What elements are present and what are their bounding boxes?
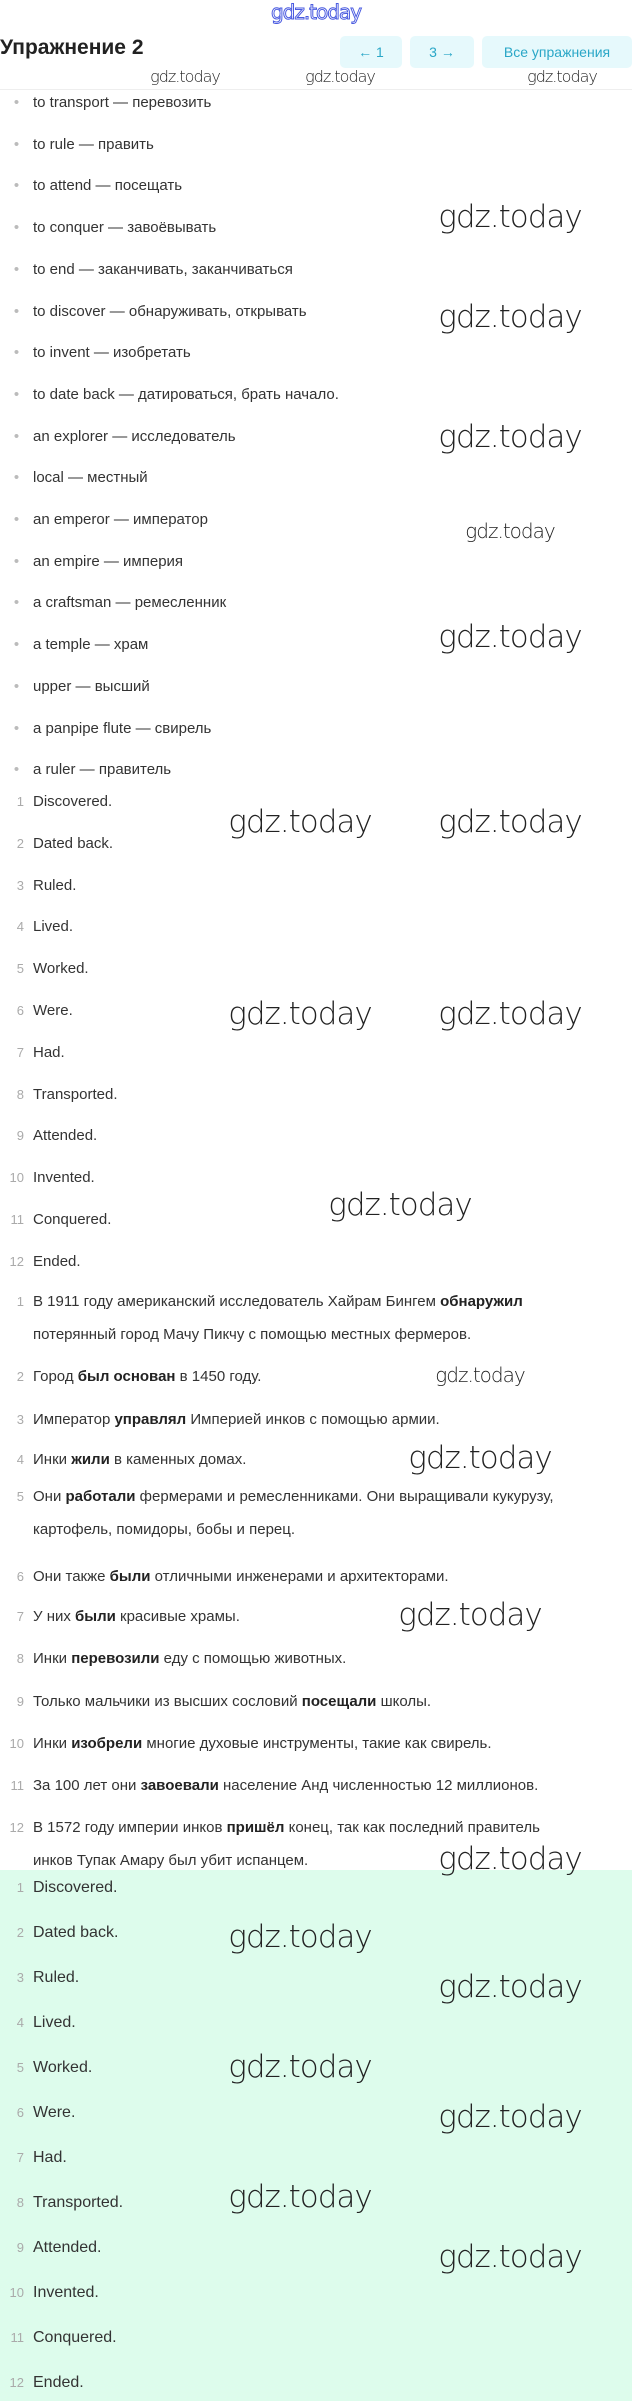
sentence-text — [33, 1403, 440, 1436]
vocab-item — [0, 677, 150, 697]
highlighted-verb: перевозили — [71, 1650, 160, 1667]
vocab-item — [0, 760, 171, 780]
vocab-text: local — местный — [33, 469, 148, 487]
sentence-text — [33, 1727, 492, 1760]
watermark: gdz.today — [438, 299, 582, 335]
text-segment: школы. — [376, 1693, 432, 1710]
text-segment: Инки — [33, 1650, 72, 1667]
answer-text: Ruled. — [33, 1969, 80, 1986]
vocab-text: to attend — посещать — [33, 177, 183, 195]
highlighted-answer-item — [0, 2328, 117, 2348]
bullet-icon: • — [13, 219, 20, 237]
vocab-text: a temple — храм — [33, 636, 149, 654]
sentence-item — [0, 1403, 440, 1436]
vocab-item — [0, 218, 216, 238]
next-exercise-button[interactable]: 3 → — [410, 36, 474, 68]
answer-text: Discovered. — [33, 1879, 118, 1896]
watermark: gdz.today — [228, 996, 372, 1032]
watermark: gdz.today — [438, 2099, 582, 2135]
bullet-icon: • — [13, 636, 20, 654]
item-number: 2 — [16, 835, 24, 851]
text-segment: В 1572 году империи инков — [33, 1819, 227, 1836]
vocab-text: a craftsman — ремесленник — [33, 594, 227, 612]
bullet-icon: • — [13, 594, 20, 612]
item-number: 12 — [9, 1820, 24, 1835]
vocab-text: to conquer — завоёвывать — [33, 219, 217, 237]
vocab-item — [0, 343, 191, 363]
bullet-icon: • — [13, 260, 20, 278]
bullet-icon: • — [13, 344, 20, 362]
text-segment: потерянный город Мачу Пикчу с помощью местных фермеров. — [33, 1326, 472, 1343]
answer-text: Discovered. — [33, 793, 113, 810]
highlighted-verb: завоевали — [140, 1777, 219, 1794]
text-segment: В 1911 году американский исследователь Хайрам Бингем — [33, 1293, 441, 1310]
highlighted-verb: посещали — [301, 1693, 377, 1710]
bullet-icon: • — [13, 427, 20, 445]
vocab-text: to end — заканчивать, заканчиваться — [33, 260, 293, 278]
answer-item — [0, 1001, 73, 1021]
vocab-item — [0, 719, 211, 739]
item-number: 2 — [16, 1369, 24, 1384]
highlighted-answer-item — [0, 2103, 75, 2123]
bullet-icon: • — [13, 385, 20, 403]
text-segment: население Анд численностью 12 миллионов. — [218, 1777, 539, 1794]
highlighted-answer-item — [0, 2238, 102, 2258]
answer-item — [0, 876, 76, 896]
item-number: 4 — [16, 2015, 24, 2030]
watermark: gdz.today — [527, 67, 597, 86]
item-number: 12 — [9, 1253, 24, 1269]
bullet-icon: • — [13, 552, 20, 570]
highlighted-verb: были — [109, 1568, 151, 1585]
text-segment: Только мальчики из высших сословий — [33, 1693, 302, 1710]
item-number: 6 — [16, 1003, 24, 1018]
watermark: gdz.today — [438, 1969, 582, 2005]
sentence-item — [0, 1685, 431, 1718]
vocab-text: to invent — изобретать — [33, 344, 191, 362]
item-number: 4 — [16, 1452, 24, 1467]
text-segment: в 1450 году. — [175, 1368, 262, 1385]
item-number: 6 — [16, 2105, 24, 2120]
item-number: 5 — [16, 1489, 24, 1504]
answer-text: Attended. — [33, 1127, 98, 1145]
watermark: gdz.today — [228, 2049, 372, 2085]
answer-item — [0, 1168, 95, 1188]
item-number: 2 — [16, 1925, 24, 1940]
vocab-item — [0, 593, 226, 613]
watermark: gdz.today — [438, 804, 582, 840]
item-number: 6 — [16, 1569, 24, 1584]
answer-item — [0, 1085, 118, 1105]
answer-text: Conquered. — [33, 2329, 117, 2346]
bullet-icon: • — [13, 94, 20, 111]
sentence-text — [33, 1769, 538, 1802]
vocab-text: to rule — править — [33, 135, 154, 153]
bullet-icon: • — [13, 761, 20, 779]
watermark: gdz.today — [328, 1187, 472, 1223]
bullet-icon: • — [13, 677, 20, 695]
text-segment: Император — [33, 1411, 115, 1428]
bullet-icon: • — [13, 719, 20, 737]
item-number: 8 — [16, 1086, 24, 1102]
item-number: 3 — [16, 1412, 24, 1427]
text-segment: Империей инков с помощью армии. — [186, 1411, 440, 1428]
bullet-icon: • — [13, 135, 20, 153]
highlighted-verb: были — [75, 1608, 116, 1625]
bullet-icon: • — [13, 511, 20, 528]
watermark: gdz.today — [438, 1841, 582, 1877]
answer-item — [0, 917, 73, 937]
item-number: 10 — [9, 2285, 24, 2300]
answer-text: Dated back. — [33, 1924, 119, 1941]
item-number: 11 — [10, 1778, 24, 1793]
vocab-text: an emperor — император — [33, 511, 208, 528]
item-number: 8 — [16, 2195, 24, 2210]
item-number: 11 — [10, 1212, 24, 1227]
text-segment: многие духовые инструменты, такие как свирель. — [142, 1735, 492, 1752]
answers-highlight-section — [0, 1870, 632, 2401]
highlighted-answer-item — [0, 1968, 79, 1988]
bullet-icon: • — [13, 302, 20, 320]
header-divider — [0, 89, 632, 90]
vocab-text: to discover — обнаруживать, открывать — [33, 302, 307, 320]
item-number: 8 — [16, 1651, 24, 1666]
watermark: gdz.today — [408, 1440, 552, 1476]
item-number: 9 — [16, 1694, 24, 1709]
vocab-item — [0, 427, 236, 447]
answer-text: Conquered. — [33, 1211, 112, 1228]
sentence-text — [33, 1642, 346, 1675]
vocab-item — [0, 260, 293, 280]
item-number: 10 — [9, 1736, 24, 1751]
text-segment: конец, так как последний правитель инков Тупак Амару был убит испанцем. — [33, 1819, 540, 1869]
sentence-item — [0, 1769, 538, 1802]
item-number: 7 — [16, 2150, 24, 2165]
highlighted-verb: обнаружил — [440, 1293, 523, 1310]
highlighted-answer-item — [0, 2373, 84, 2393]
watermark: gdz.today — [438, 996, 582, 1032]
answer-text: Ended. — [33, 1252, 81, 1270]
text-segment: отличными инженерами и архитекторами. — [150, 1568, 449, 1585]
item-number: 5 — [16, 2060, 24, 2075]
watermark: gdz.today — [228, 2179, 372, 2215]
answer-item — [0, 792, 112, 812]
answer-text: Dated back. — [33, 834, 114, 852]
answer-text: Had. — [33, 2149, 67, 2166]
answer-text: Ruled. — [33, 876, 77, 894]
vocab-item — [0, 468, 148, 488]
sentence-text — [33, 1480, 554, 1546]
highlighted-verb: был основан — [77, 1368, 176, 1385]
highlighted-verb: работали — [65, 1488, 136, 1505]
answer-text: Invented. — [33, 1169, 95, 1187]
vocab-item — [0, 135, 154, 155]
answer-item — [0, 959, 89, 979]
sentence-text — [33, 1560, 449, 1593]
text-segment: красивые храмы. — [115, 1608, 240, 1625]
highlighted-answer-item — [0, 1923, 118, 1943]
sentence-text — [33, 1811, 540, 1877]
answer-text: Worked. — [33, 2059, 93, 2076]
answer-text: Invented. — [33, 2284, 99, 2301]
highlighted-verb: пришёл — [226, 1819, 285, 1836]
item-number: 12 — [9, 2375, 24, 2390]
answer-text: Were. — [33, 1002, 73, 1019]
highlighted-answer-item — [0, 1878, 117, 1898]
text-segment: Город — [33, 1368, 78, 1385]
sentence-text — [33, 1443, 246, 1476]
vocab-item — [0, 93, 211, 113]
highlighted-answer-item — [0, 2148, 67, 2168]
vocab-text: to transport — перевозить — [33, 94, 212, 111]
answer-item — [0, 1126, 97, 1146]
answer-text: Worked. — [33, 960, 89, 978]
watermark: gdz.today — [438, 419, 582, 455]
vocab-text: an explorer — исследователь — [33, 427, 236, 445]
item-number: 10 — [9, 1170, 24, 1186]
highlighted-answer-item — [0, 2013, 76, 2033]
site-logo[interactable]: gdz.today — [270, 0, 362, 24]
highlighted-answer-item — [0, 2193, 123, 2213]
bullet-icon: • — [13, 177, 20, 195]
item-number: 1 — [16, 1880, 24, 1895]
text-segment: Инки — [33, 1451, 72, 1468]
sentence-text — [33, 1285, 523, 1351]
watermark: gdz.today — [438, 2239, 582, 2275]
answer-text: Transported. — [33, 1085, 118, 1103]
watermark: gdz.today — [228, 804, 372, 840]
answer-item — [0, 1043, 65, 1063]
text-segment: Инки — [33, 1735, 72, 1752]
item-number: 9 — [16, 1128, 24, 1144]
answer-item — [0, 834, 113, 854]
vocab-item — [0, 385, 339, 405]
text-segment: У них — [33, 1608, 76, 1625]
page-title: Упражнение 2 — [0, 36, 144, 59]
item-number: 9 — [16, 2240, 24, 2255]
watermark: gdz.today — [305, 67, 375, 86]
highlighted-verb: жили — [71, 1451, 110, 1468]
sentence-item — [0, 1360, 261, 1393]
item-number: 11 — [10, 2330, 24, 2345]
vocab-item — [0, 635, 148, 655]
watermark: gdz.today — [438, 619, 582, 655]
vocab-item — [0, 302, 307, 322]
item-number: 7 — [16, 1609, 24, 1624]
bullet-icon: • — [13, 469, 20, 487]
vocab-text: a panpipe flute — свирель — [33, 719, 212, 737]
text-segment: фермерами и ремесленниками. Они выращивали кукурузу, картофель, помидоры, бобы и перец. — [33, 1488, 554, 1538]
highlighted-verb: изобрели — [71, 1735, 143, 1752]
item-number: 1 — [16, 1294, 24, 1309]
text-segment: в каменных домах. — [109, 1451, 247, 1468]
sentence-item — [0, 1560, 449, 1593]
sentence-text — [33, 1685, 431, 1718]
answer-text: Lived. — [33, 918, 74, 936]
answer-item — [0, 1252, 81, 1272]
item-number: 4 — [16, 919, 24, 935]
answer-text: Were. — [33, 2104, 76, 2121]
watermark: gdz.today — [228, 1919, 372, 1955]
highlighted-verb: управлял — [114, 1411, 187, 1428]
text-segment: еду с помощью животных. — [159, 1650, 347, 1667]
vocab-text: an empire — империя — [33, 552, 184, 570]
prev-exercise-button[interactable]: ← 1 — [340, 36, 402, 68]
vocab-item — [0, 176, 182, 196]
vocab-text: to date back — датироваться, брать начало. — [33, 385, 339, 403]
watermark: gdz.today — [438, 199, 582, 235]
watermark: gdz.today — [398, 1597, 542, 1633]
sentence-item — [0, 1285, 523, 1351]
watermark: gdz.today — [435, 1363, 525, 1387]
text-segment: Они — [33, 1488, 66, 1505]
watermark: gdz.today — [150, 67, 220, 86]
vocab-text: a ruler — правитель — [33, 761, 172, 779]
text-segment: За 100 лет они — [33, 1777, 141, 1794]
sentence-item — [0, 1727, 492, 1760]
sentence-item — [0, 1600, 240, 1633]
sentence-item — [0, 1811, 540, 1877]
answer-text: Attended. — [33, 2239, 102, 2256]
sentence-item — [0, 1642, 346, 1675]
answer-item — [0, 1210, 111, 1230]
answer-text: Ended. — [33, 2374, 84, 2391]
item-number: 3 — [16, 877, 24, 893]
sentence-text — [33, 1600, 240, 1633]
answer-text: Transported. — [33, 2194, 124, 2211]
item-number: 3 — [16, 1970, 24, 1985]
item-number: 1 — [16, 794, 24, 809]
text-segment: Они также — [33, 1568, 110, 1585]
item-number: 7 — [16, 1044, 24, 1060]
highlighted-answer-item — [0, 2283, 99, 2303]
all-exercises-button[interactable]: Все упражнения — [482, 36, 632, 68]
answer-text: Lived. — [33, 2014, 76, 2031]
sentence-item — [0, 1480, 554, 1546]
highlighted-answer-item — [0, 2058, 92, 2078]
watermark: gdz.today — [465, 519, 555, 543]
item-number: 5 — [16, 961, 24, 977]
vocab-item — [0, 552, 183, 572]
answer-text: Had. — [33, 1043, 65, 1061]
sentence-text — [33, 1360, 261, 1393]
sentence-item — [0, 1443, 246, 1476]
vocab-text: upper — высший — [33, 677, 150, 695]
vocab-item — [0, 510, 208, 530]
